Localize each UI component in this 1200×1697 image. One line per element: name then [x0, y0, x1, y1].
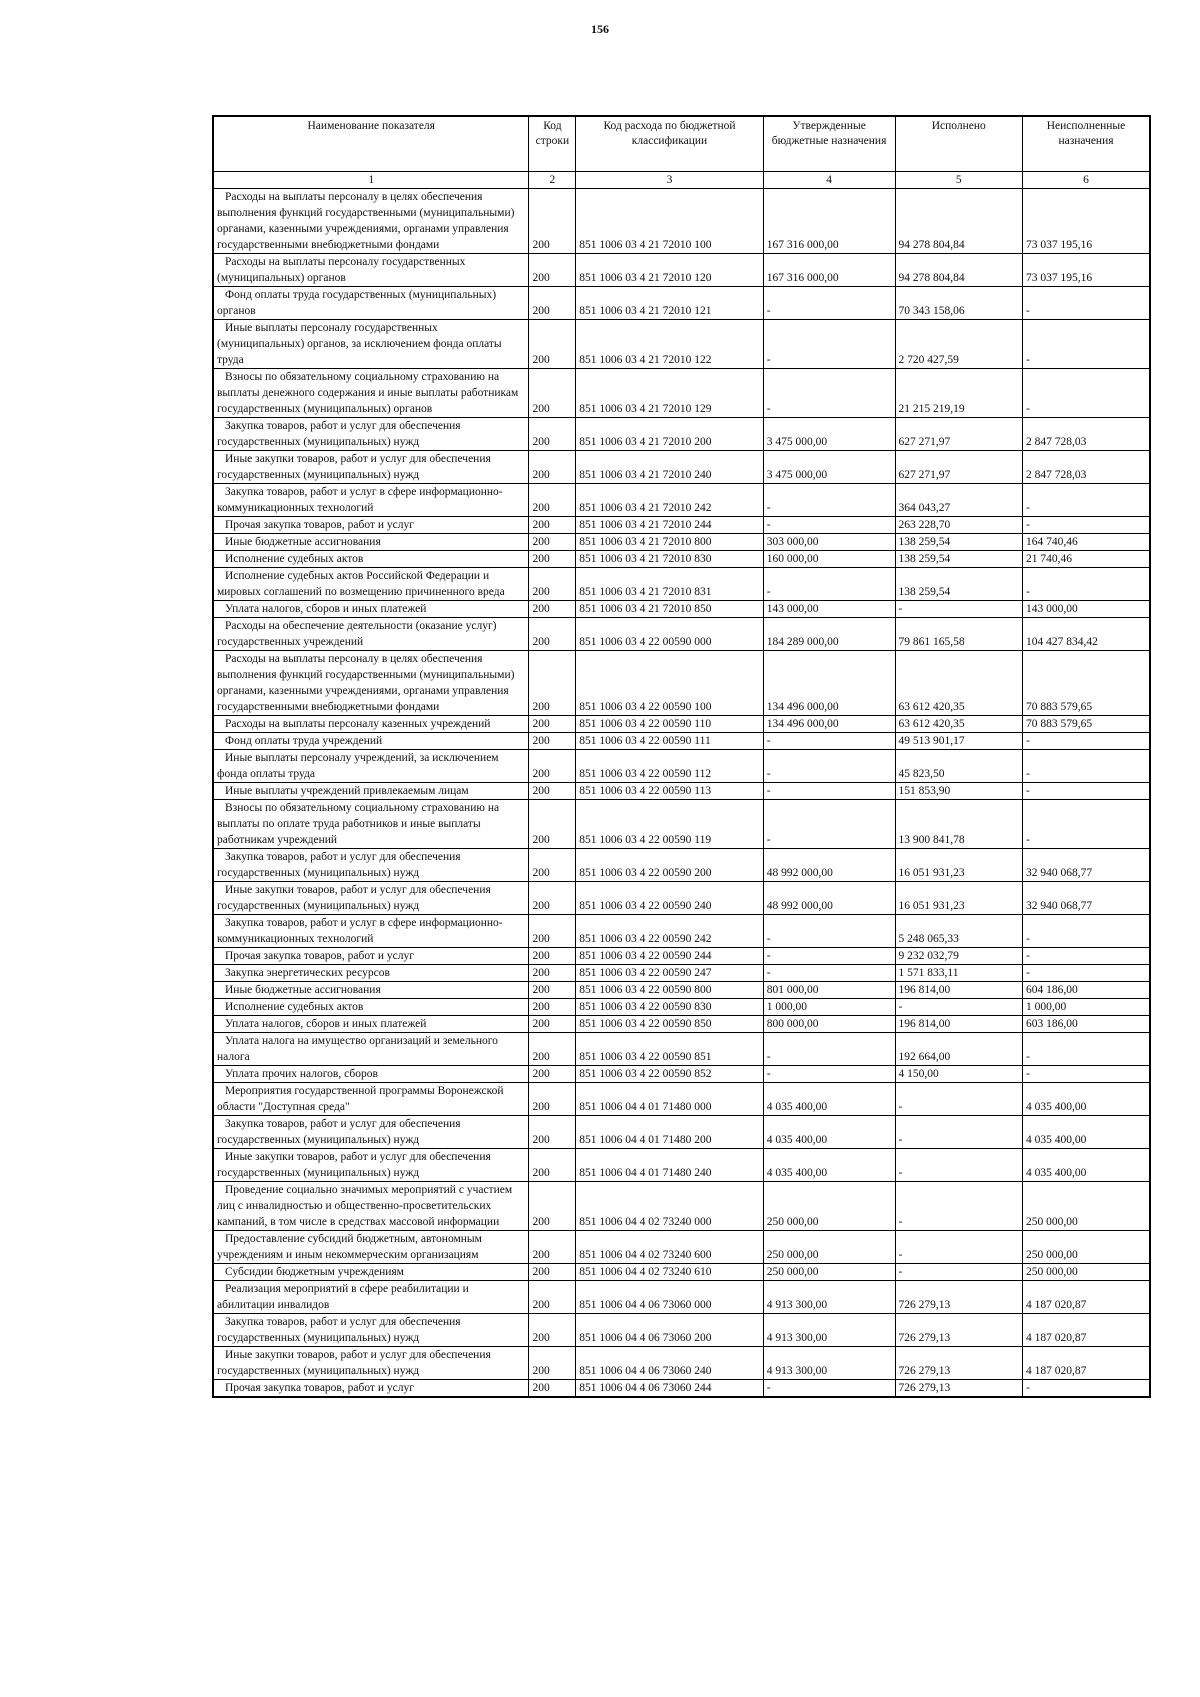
unexecuted-amount-cell: 4 035 400,00	[1022, 1116, 1150, 1149]
approved-amount-cell: -	[763, 1033, 895, 1066]
unexecuted-amount-cell: -	[1022, 287, 1150, 320]
executed-amount-cell: 49 513 901,17	[895, 733, 1022, 750]
unexecuted-amount-cell: 4 187 020,87	[1022, 1347, 1150, 1380]
unexecuted-amount-cell: 1 000,00	[1022, 999, 1150, 1016]
indicator-name-cell: Расходы на обеспечение деятельности (оказание услуг) государственных учреждений	[213, 618, 529, 651]
budget-code-cell: 851 1006 03 4 21 72010 831	[576, 568, 763, 601]
approved-amount-cell: -	[763, 1066, 895, 1083]
line-code-cell: 200	[529, 750, 576, 783]
line-code-cell: 200	[529, 651, 576, 716]
table-row	[213, 189, 1150, 254]
budget-code-cell: 851 1006 03 4 21 72010 244	[576, 517, 763, 534]
executed-amount-cell: 151 853,90	[895, 783, 1022, 800]
table-row	[213, 618, 1150, 651]
unexecuted-amount-cell: -	[1022, 369, 1150, 418]
executed-amount-cell: -	[895, 1182, 1022, 1231]
line-code-cell: 200	[529, 1347, 576, 1380]
unexecuted-amount-cell: 70 883 579,65	[1022, 716, 1150, 733]
indicator-name-cell: Иные выплаты персоналу государственных (муниципальных) органов, за исключением фонда оплаты труда	[213, 320, 529, 369]
table-row	[213, 254, 1150, 287]
indicator-name-cell: Проведение социально значимых мероприятий с участием лиц с инвалидностью и общественно-просветительских кампаний, в том числе в средствах массовой информации	[213, 1182, 529, 1231]
approved-amount-cell: 250 000,00	[763, 1182, 895, 1231]
unexecuted-amount-cell: -	[1022, 1380, 1150, 1398]
table-row	[213, 551, 1150, 568]
line-code-cell: 200	[529, 1314, 576, 1347]
column-header: Утвержденные бюджетные назначения	[763, 116, 895, 172]
line-code-cell: 200	[529, 1149, 576, 1182]
line-code-cell: 200	[529, 965, 576, 982]
unexecuted-amount-cell: 2 847 728,03	[1022, 451, 1150, 484]
executed-amount-cell: 63 612 420,35	[895, 716, 1022, 733]
indicator-name-cell: Прочая закупка товаров, работ и услуг	[213, 948, 529, 965]
table-row	[213, 965, 1150, 982]
unexecuted-amount-cell: -	[1022, 965, 1150, 982]
approved-amount-cell: 801 000,00	[763, 982, 895, 999]
table-row	[213, 1314, 1150, 1347]
approved-amount-cell: -	[763, 948, 895, 965]
indicator-name-cell: Иные выплаты учреждений привлекаемым лицам	[213, 783, 529, 800]
indicator-name-cell: Закупка товаров, работ и услуг в сфере информационно-коммуникационных технологий	[213, 484, 529, 517]
table-row	[213, 1182, 1150, 1231]
approved-amount-cell: 48 992 000,00	[763, 882, 895, 915]
indicator-name-cell: Иные закупки товаров, работ и услуг для обеспечения государственных (муниципальных) нужд	[213, 1347, 529, 1380]
approved-amount-cell: 1 000,00	[763, 999, 895, 1016]
indicator-name-cell: Иные закупки товаров, работ и услуг для обеспечения государственных (муниципальных) нужд	[213, 451, 529, 484]
approved-amount-cell: -	[763, 287, 895, 320]
executed-amount-cell: -	[895, 1231, 1022, 1264]
line-code-cell: 200	[529, 1116, 576, 1149]
page-number: 156	[591, 22, 609, 36]
indicator-name-cell: Расходы на выплаты персоналу казенных учреждений	[213, 716, 529, 733]
table-row	[213, 1231, 1150, 1264]
budget-code-cell: 851 1006 04 4 02 73240 610	[576, 1264, 763, 1281]
executed-amount-cell: 5 248 065,33	[895, 915, 1022, 948]
table-header-row	[213, 116, 1150, 172]
budget-code-cell: 851 1006 03 4 22 00590 200	[576, 849, 763, 882]
table-body	[213, 189, 1150, 1398]
indicator-name-cell: Реализация мероприятий в сфере реабилитации и абилитации инвалидов	[213, 1281, 529, 1314]
line-code-cell: 200	[529, 254, 576, 287]
line-code-cell: 200	[529, 517, 576, 534]
indicator-name-cell: Уплата прочих налогов, сборов	[213, 1066, 529, 1083]
table-row	[213, 849, 1150, 882]
approved-amount-cell: -	[763, 1380, 895, 1398]
line-code-cell: 200	[529, 915, 576, 948]
approved-amount-cell: 4 913 300,00	[763, 1281, 895, 1314]
indicator-name-cell: Предоставление субсидий бюджетным, автономным учреждениям и иным некоммерческим организациям	[213, 1231, 529, 1264]
unexecuted-amount-cell: -	[1022, 320, 1150, 369]
approved-amount-cell: 4 913 300,00	[763, 1314, 895, 1347]
unexecuted-amount-cell: 104 427 834,42	[1022, 618, 1150, 651]
executed-amount-cell: 16 051 931,23	[895, 882, 1022, 915]
approved-amount-cell: -	[763, 484, 895, 517]
approved-amount-cell: -	[763, 965, 895, 982]
indicator-name-cell: Расходы на выплаты персоналу в целях обеспечения выполнения функций государственными (муниципальными) органами, казенными учреждениями, органами управления государственными внебюджетными фондами	[213, 651, 529, 716]
line-code-cell: 200	[529, 982, 576, 999]
approved-amount-cell: 167 316 000,00	[763, 189, 895, 254]
executed-amount-cell: 726 279,13	[895, 1314, 1022, 1347]
indicator-name-cell: Взносы по обязательному социальному страхованию на выплаты по оплате труда работников и иные выплаты работникам учреждений	[213, 800, 529, 849]
executed-amount-cell: -	[895, 999, 1022, 1016]
approved-amount-cell: -	[763, 915, 895, 948]
budget-code-cell: 851 1006 03 4 21 72010 850	[576, 601, 763, 618]
executed-amount-cell: 726 279,13	[895, 1281, 1022, 1314]
line-code-cell: 200	[529, 849, 576, 882]
unexecuted-amount-cell: 164 740,46	[1022, 534, 1150, 551]
column-number-row	[213, 172, 1150, 189]
unexecuted-amount-cell: 250 000,00	[1022, 1264, 1150, 1281]
indicator-name-cell: Взносы по обязательному социальному страхованию на выплаты денежного содержания и иные выплаты работникам государственных (муниципальных) органов	[213, 369, 529, 418]
column-number: 3	[576, 172, 763, 189]
executed-amount-cell: 13 900 841,78	[895, 800, 1022, 849]
unexecuted-amount-cell: 603 186,00	[1022, 1016, 1150, 1033]
budget-code-cell: 851 1006 03 4 22 00590 113	[576, 783, 763, 800]
unexecuted-amount-cell: 70 883 579,65	[1022, 651, 1150, 716]
approved-amount-cell: 4 913 300,00	[763, 1347, 895, 1380]
executed-amount-cell: 196 814,00	[895, 1016, 1022, 1033]
budget-code-cell: 851 1006 03 4 21 72010 120	[576, 254, 763, 287]
table-row	[213, 800, 1150, 849]
table-row	[213, 999, 1150, 1016]
line-code-cell: 200	[529, 551, 576, 568]
table-row	[213, 1016, 1150, 1033]
indicator-name-cell: Субсидии бюджетным учреждениям	[213, 1264, 529, 1281]
budget-code-cell: 851 1006 03 4 22 00590 850	[576, 1016, 763, 1033]
line-code-cell: 200	[529, 534, 576, 551]
budget-code-cell: 851 1006 03 4 22 00590 111	[576, 733, 763, 750]
line-code-cell: 200	[529, 1083, 576, 1116]
line-code-cell: 200	[529, 568, 576, 601]
table-row	[213, 882, 1150, 915]
line-code-cell: 200	[529, 1231, 576, 1264]
line-code-cell: 200	[529, 1066, 576, 1083]
column-number: 6	[1022, 172, 1150, 189]
approved-amount-cell: -	[763, 783, 895, 800]
unexecuted-amount-cell: -	[1022, 948, 1150, 965]
indicator-name-cell: Иные выплаты персоналу учреждений, за исключением фонда оплаты труда	[213, 750, 529, 783]
table-row	[213, 1149, 1150, 1182]
approved-amount-cell: -	[763, 369, 895, 418]
executed-amount-cell: 138 259,54	[895, 534, 1022, 551]
table-row	[213, 451, 1150, 484]
unexecuted-amount-cell: 4 035 400,00	[1022, 1083, 1150, 1116]
executed-amount-cell: 2 720 427,59	[895, 320, 1022, 369]
executed-amount-cell: 627 271,97	[895, 451, 1022, 484]
budget-code-cell: 851 1006 03 4 22 00590 100	[576, 651, 763, 716]
table-row	[213, 1116, 1150, 1149]
unexecuted-amount-cell: 73 037 195,16	[1022, 254, 1150, 287]
executed-amount-cell: 79 861 165,58	[895, 618, 1022, 651]
executed-amount-cell: 16 051 931,23	[895, 849, 1022, 882]
line-code-cell: 200	[529, 716, 576, 733]
budget-code-cell: 851 1006 04 4 02 73240 000	[576, 1182, 763, 1231]
approved-amount-cell: 4 035 400,00	[763, 1149, 895, 1182]
approved-amount-cell: 167 316 000,00	[763, 254, 895, 287]
table-row	[213, 1347, 1150, 1380]
executed-amount-cell: 138 259,54	[895, 568, 1022, 601]
approved-amount-cell: -	[763, 733, 895, 750]
indicator-name-cell: Расходы на выплаты персоналу государственных (муниципальных) органов	[213, 254, 529, 287]
unexecuted-amount-cell: 21 740,46	[1022, 551, 1150, 568]
unexecuted-amount-cell: 250 000,00	[1022, 1231, 1150, 1264]
indicator-name-cell: Фонд оплаты труда учреждений	[213, 733, 529, 750]
budget-code-cell: 851 1006 04 4 01 71480 200	[576, 1116, 763, 1149]
column-header: Код расхода по бюджетной классификации	[576, 116, 763, 172]
executed-amount-cell: -	[895, 1116, 1022, 1149]
unexecuted-amount-cell: -	[1022, 568, 1150, 601]
executed-amount-cell: 196 814,00	[895, 982, 1022, 999]
budget-code-cell: 851 1006 04 4 06 73060 000	[576, 1281, 763, 1314]
table-row	[213, 534, 1150, 551]
indicator-name-cell: Исполнение судебных актов	[213, 551, 529, 568]
line-code-cell: 200	[529, 189, 576, 254]
approved-amount-cell: -	[763, 320, 895, 369]
indicator-name-cell: Уплата налогов, сборов и иных платежей	[213, 1016, 529, 1033]
line-code-cell: 200	[529, 618, 576, 651]
column-header: Неисполненные назначения	[1022, 116, 1150, 172]
executed-amount-cell: 726 279,13	[895, 1380, 1022, 1398]
line-code-cell: 200	[529, 783, 576, 800]
approved-amount-cell: 134 496 000,00	[763, 651, 895, 716]
budget-code-cell: 851 1006 03 4 22 00590 244	[576, 948, 763, 965]
unexecuted-amount-cell: 32 940 068,77	[1022, 882, 1150, 915]
executed-amount-cell: 9 232 032,79	[895, 948, 1022, 965]
budget-code-cell: 851 1006 03 4 22 00590 119	[576, 800, 763, 849]
approved-amount-cell: 184 289 000,00	[763, 618, 895, 651]
line-code-cell: 200	[529, 484, 576, 517]
indicator-name-cell: Мероприятия государственной программы Воронежской области "Доступная среда"	[213, 1083, 529, 1116]
approved-amount-cell: 160 000,00	[763, 551, 895, 568]
budget-code-cell: 851 1006 03 4 21 72010 100	[576, 189, 763, 254]
table-row	[213, 1083, 1150, 1116]
table-row	[213, 320, 1150, 369]
budget-code-cell: 851 1006 03 4 22 00590 000	[576, 618, 763, 651]
approved-amount-cell: 800 000,00	[763, 1016, 895, 1033]
line-code-cell: 200	[529, 287, 576, 320]
table-row	[213, 783, 1150, 800]
budget-code-cell: 851 1006 03 4 21 72010 242	[576, 484, 763, 517]
indicator-name-cell: Прочая закупка товаров, работ и услуг	[213, 517, 529, 534]
budget-code-cell: 851 1006 03 4 21 72010 240	[576, 451, 763, 484]
unexecuted-amount-cell: -	[1022, 517, 1150, 534]
executed-amount-cell: 364 043,27	[895, 484, 1022, 517]
budget-code-cell: 851 1006 04 4 06 73060 240	[576, 1347, 763, 1380]
budget-code-cell: 851 1006 04 4 01 71480 000	[576, 1083, 763, 1116]
budget-code-cell: 851 1006 04 4 06 73060 244	[576, 1380, 763, 1398]
indicator-name-cell: Иные закупки товаров, работ и услуг для обеспечения государственных (муниципальных) нужд	[213, 1149, 529, 1182]
column-header: Код строки	[529, 116, 576, 172]
unexecuted-amount-cell: -	[1022, 1066, 1150, 1083]
indicator-name-cell: Прочая закупка товаров, работ и услуг	[213, 1380, 529, 1398]
column-number: 1	[213, 172, 529, 189]
approved-amount-cell: 250 000,00	[763, 1264, 895, 1281]
approved-amount-cell: -	[763, 517, 895, 534]
budget-code-cell: 851 1006 04 4 01 71480 240	[576, 1149, 763, 1182]
table-row	[213, 601, 1150, 618]
line-code-cell: 200	[529, 882, 576, 915]
executed-amount-cell: -	[895, 1264, 1022, 1281]
budget-code-cell: 851 1006 03 4 22 00590 800	[576, 982, 763, 999]
indicator-name-cell: Иные закупки товаров, работ и услуг для обеспечения государственных (муниципальных) нужд	[213, 882, 529, 915]
executed-amount-cell: 192 664,00	[895, 1033, 1022, 1066]
line-code-cell: 200	[529, 451, 576, 484]
table-row	[213, 568, 1150, 601]
budget-code-cell: 851 1006 03 4 22 00590 110	[576, 716, 763, 733]
unexecuted-amount-cell: -	[1022, 800, 1150, 849]
line-code-cell: 200	[529, 1182, 576, 1231]
executed-amount-cell: 70 343 158,06	[895, 287, 1022, 320]
indicator-name-cell: Уплата налога на имущество организаций и земельного налога	[213, 1033, 529, 1066]
indicator-name-cell: Закупка товаров, работ и услуг для обеспечения государственных (муниципальных) нужд	[213, 1116, 529, 1149]
unexecuted-amount-cell: 73 037 195,16	[1022, 189, 1150, 254]
line-code-cell: 200	[529, 800, 576, 849]
table-row	[213, 982, 1150, 999]
table-row	[213, 1066, 1150, 1083]
unexecuted-amount-cell: 2 847 728,03	[1022, 418, 1150, 451]
executed-amount-cell: 263 228,70	[895, 517, 1022, 534]
line-code-cell: 200	[529, 418, 576, 451]
table-row	[213, 484, 1150, 517]
approved-amount-cell: 303 000,00	[763, 534, 895, 551]
indicator-name-cell: Закупка товаров, работ и услуг в сфере информационно-коммуникационных технологий	[213, 915, 529, 948]
table-row	[213, 948, 1150, 965]
executed-amount-cell: -	[895, 601, 1022, 618]
column-number: 5	[895, 172, 1022, 189]
line-code-cell: 200	[529, 1281, 576, 1314]
approved-amount-cell: 4 035 400,00	[763, 1083, 895, 1116]
indicator-name-cell: Закупка товаров, работ и услуг для обеспечения государственных (муниципальных) нужд	[213, 1314, 529, 1347]
executed-amount-cell: 138 259,54	[895, 551, 1022, 568]
table-row	[213, 750, 1150, 783]
unexecuted-amount-cell: -	[1022, 915, 1150, 948]
budget-code-cell: 851 1006 03 4 22 00590 240	[576, 882, 763, 915]
indicator-name-cell: Закупка товаров, работ и услуг для обеспечения государственных (муниципальных) нужд	[213, 418, 529, 451]
budget-code-cell: 851 1006 03 4 21 72010 830	[576, 551, 763, 568]
unexecuted-amount-cell: -	[1022, 733, 1150, 750]
unexecuted-amount-cell: 4 035 400,00	[1022, 1149, 1150, 1182]
table-row	[213, 517, 1150, 534]
approved-amount-cell: 134 496 000,00	[763, 716, 895, 733]
column-number: 2	[529, 172, 576, 189]
executed-amount-cell: -	[895, 1083, 1022, 1116]
line-code-cell: 200	[529, 320, 576, 369]
unexecuted-amount-cell: -	[1022, 750, 1150, 783]
budget-code-cell: 851 1006 04 4 02 73240 600	[576, 1231, 763, 1264]
line-code-cell: 200	[529, 999, 576, 1016]
table-row	[213, 651, 1150, 716]
unexecuted-amount-cell: 604 186,00	[1022, 982, 1150, 999]
unexecuted-amount-cell: -	[1022, 484, 1150, 517]
executed-amount-cell: 4 150,00	[895, 1066, 1022, 1083]
table-row	[213, 1281, 1150, 1314]
column-header: Исполнено	[895, 116, 1022, 172]
budget-code-cell: 851 1006 03 4 22 00590 242	[576, 915, 763, 948]
line-code-cell: 200	[529, 1380, 576, 1398]
approved-amount-cell: -	[763, 800, 895, 849]
budget-code-cell: 851 1006 03 4 22 00590 851	[576, 1033, 763, 1066]
indicator-name-cell: Закупка энергетических ресурсов	[213, 965, 529, 982]
table-row	[213, 287, 1150, 320]
table-row	[213, 915, 1150, 948]
budget-code-cell: 851 1006 03 4 21 72010 200	[576, 418, 763, 451]
indicator-name-cell: Фонд оплаты труда государственных (муниципальных) органов	[213, 287, 529, 320]
executed-amount-cell: 94 278 804,84	[895, 254, 1022, 287]
budget-code-cell: 851 1006 03 4 22 00590 852	[576, 1066, 763, 1083]
executed-amount-cell: 726 279,13	[895, 1347, 1022, 1380]
executed-amount-cell: 1 571 833,11	[895, 965, 1022, 982]
indicator-name-cell: Исполнение судебных актов	[213, 999, 529, 1016]
table-row	[213, 418, 1150, 451]
column-number: 4	[763, 172, 895, 189]
approved-amount-cell: 48 992 000,00	[763, 849, 895, 882]
budget-code-cell: 851 1006 03 4 22 00590 112	[576, 750, 763, 783]
indicator-name-cell: Уплата налогов, сборов и иных платежей	[213, 601, 529, 618]
indicator-name-cell: Иные бюджетные ассигнования	[213, 534, 529, 551]
approved-amount-cell: -	[763, 750, 895, 783]
unexecuted-amount-cell: 4 187 020,87	[1022, 1281, 1150, 1314]
table-row	[213, 1264, 1150, 1281]
line-code-cell: 200	[529, 733, 576, 750]
approved-amount-cell: 250 000,00	[763, 1231, 895, 1264]
unexecuted-amount-cell: 4 187 020,87	[1022, 1314, 1150, 1347]
line-code-cell: 200	[529, 1033, 576, 1066]
line-code-cell: 200	[529, 1016, 576, 1033]
budget-code-cell: 851 1006 03 4 21 72010 122	[576, 320, 763, 369]
budget-execution-table	[212, 115, 1151, 1398]
executed-amount-cell: 627 271,97	[895, 418, 1022, 451]
budget-code-cell: 851 1006 03 4 22 00590 830	[576, 999, 763, 1016]
indicator-name-cell: Расходы на выплаты персоналу в целях обеспечения выполнения функций государственными (муниципальными) органами, казенными учреждениями, органами управления государственными внебюджетными фондами	[213, 189, 529, 254]
table-row	[213, 1380, 1150, 1398]
table-row	[213, 369, 1150, 418]
approved-amount-cell: 143 000,00	[763, 601, 895, 618]
table-row	[213, 1033, 1150, 1066]
unexecuted-amount-cell: 32 940 068,77	[1022, 849, 1150, 882]
approved-amount-cell: 3 475 000,00	[763, 418, 895, 451]
indicator-name-cell: Исполнение судебных актов Российской Федерации и мировых соглашений по возмещению причиненного вреда	[213, 568, 529, 601]
indicator-name-cell: Закупка товаров, работ и услуг для обеспечения государственных (муниципальных) нужд	[213, 849, 529, 882]
executed-amount-cell: -	[895, 1149, 1022, 1182]
table-row	[213, 716, 1150, 733]
line-code-cell: 200	[529, 1264, 576, 1281]
approved-amount-cell: -	[763, 568, 895, 601]
line-code-cell: 200	[529, 369, 576, 418]
unexecuted-amount-cell: -	[1022, 783, 1150, 800]
budget-code-cell: 851 1006 03 4 21 72010 121	[576, 287, 763, 320]
budget-code-cell: 851 1006 03 4 21 72010 129	[576, 369, 763, 418]
column-header: Наименование показателя	[213, 116, 529, 172]
executed-amount-cell: 63 612 420,35	[895, 651, 1022, 716]
unexecuted-amount-cell: 143 000,00	[1022, 601, 1150, 618]
indicator-name-cell: Иные бюджетные ассигнования	[213, 982, 529, 999]
line-code-cell: 200	[529, 601, 576, 618]
executed-amount-cell: 45 823,50	[895, 750, 1022, 783]
executed-amount-cell: 21 215 219,19	[895, 369, 1022, 418]
line-code-cell: 200	[529, 948, 576, 965]
budget-code-cell: 851 1006 03 4 22 00590 247	[576, 965, 763, 982]
executed-amount-cell: 94 278 804,84	[895, 189, 1022, 254]
unexecuted-amount-cell: -	[1022, 1033, 1150, 1066]
budget-code-cell: 851 1006 03 4 21 72010 800	[576, 534, 763, 551]
approved-amount-cell: 4 035 400,00	[763, 1116, 895, 1149]
table-row	[213, 733, 1150, 750]
unexecuted-amount-cell: 250 000,00	[1022, 1182, 1150, 1231]
budget-code-cell: 851 1006 04 4 06 73060 200	[576, 1314, 763, 1347]
approved-amount-cell: 3 475 000,00	[763, 451, 895, 484]
